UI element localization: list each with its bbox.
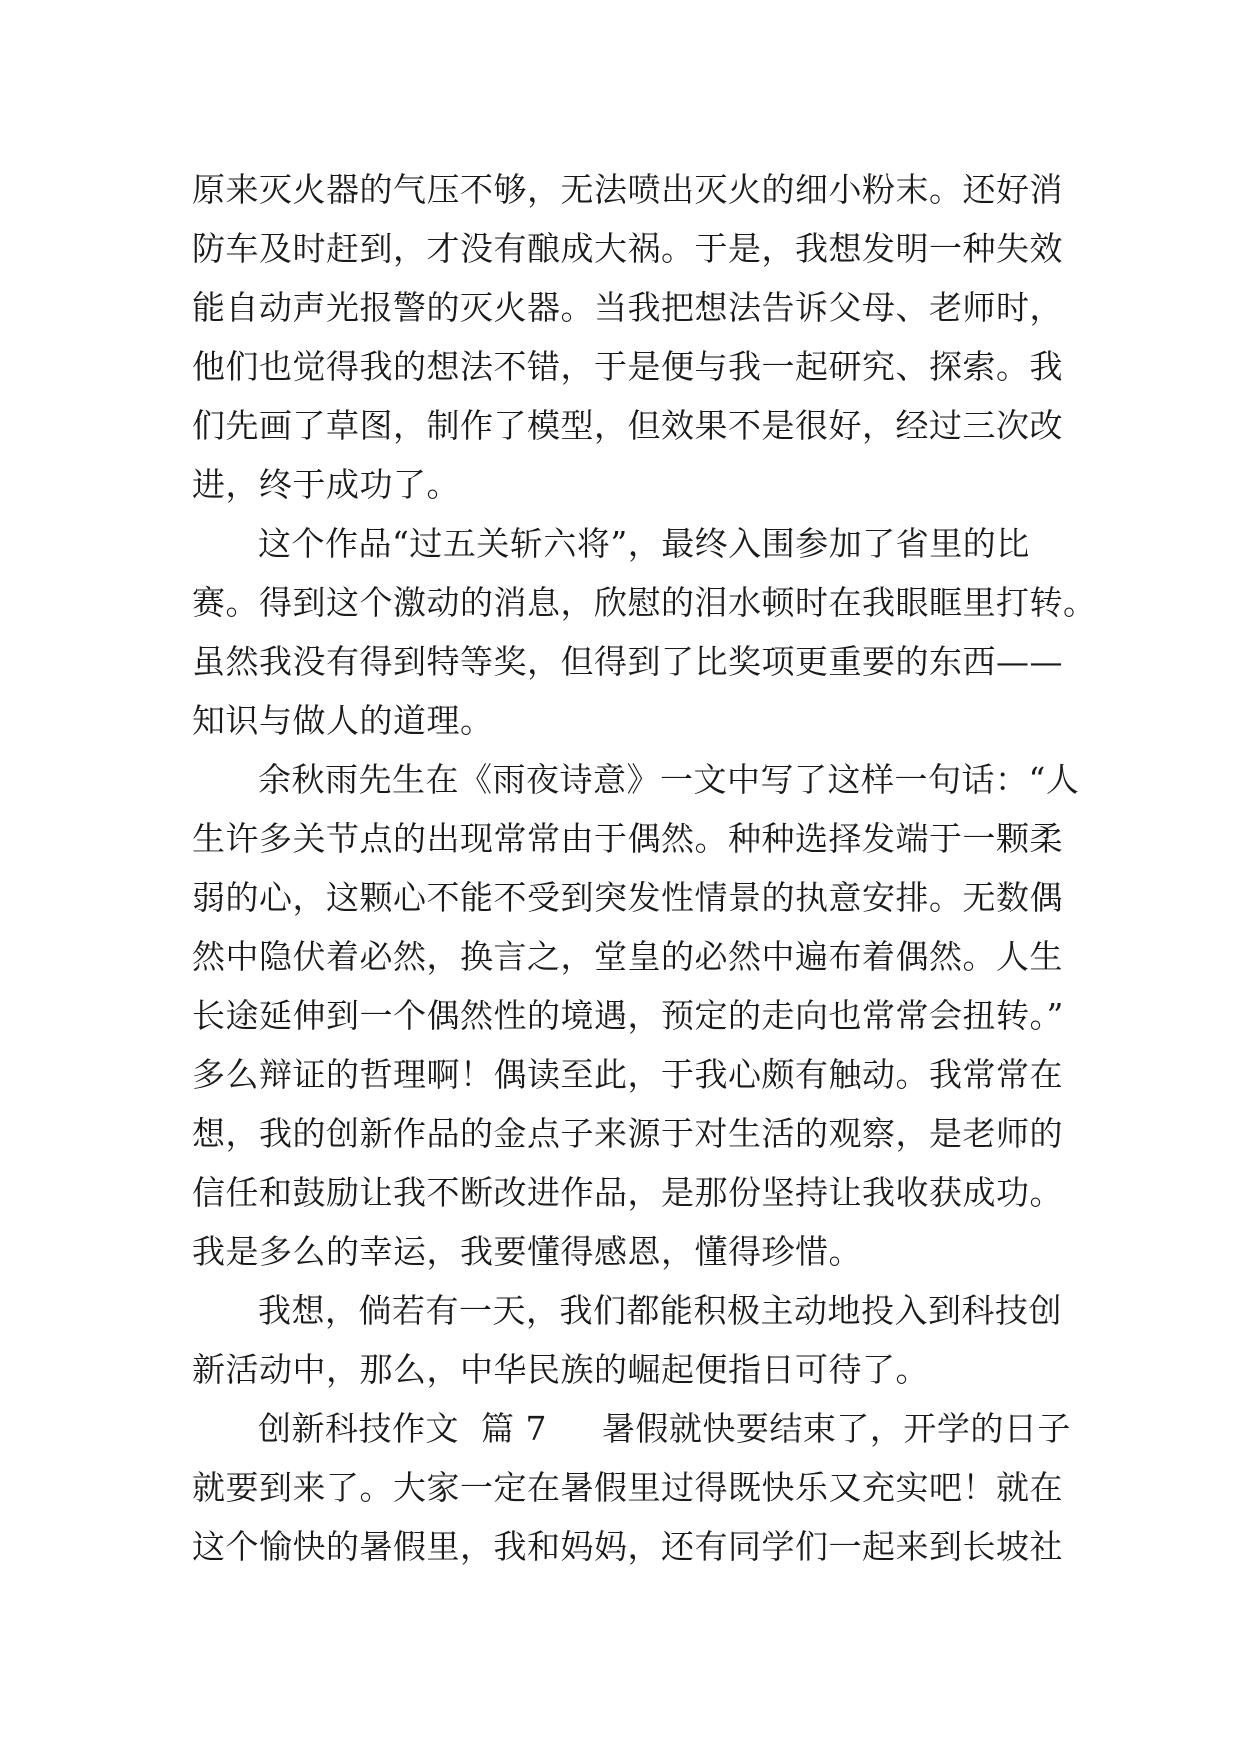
text-line: 长途延伸到一个偶然性的境遇，预定的走向也常常会扭转。” xyxy=(192,996,1064,1035)
text-line: 然中隐伏着必然，换言之，堂皇的必然中遍布着偶然。人生 xyxy=(192,937,1063,976)
text-line: 知识与做人的道理。 xyxy=(192,701,494,740)
text-line: 就要到来了。大家一定在暑假里过得既快乐又充实吧！就在 xyxy=(192,1468,1063,1507)
text-line: 生许多关节点的出现常常由于偶然。种种选择发端于一颗柔 xyxy=(192,819,1063,858)
text-line: 这个愉快的暑假里，我和妈妈，还有同学们一起来到长坡社 xyxy=(192,1527,1063,1566)
text-line: 原来灭火器的气压不够，无法喷出灭火的细小粉末。还好消 xyxy=(192,170,1063,209)
text-line: 弱的心，这颗心不能不受到突发性情景的执意安排。无数偶 xyxy=(192,878,1063,917)
text-line: 信任和鼓励让我不断改进作品，是那份坚持让我收获成功。 xyxy=(192,1173,1063,1212)
paragraph-first-line: 我想，倘若有一天，我们都能积极主动地投入到科技创 xyxy=(258,1291,1062,1330)
text-line: 虽然我没有得到特等奖，但得到了比奖项更重要的东西—— xyxy=(192,642,1063,681)
paragraph-first-line: 余秋雨先生在《雨夜诗意》一文中写了这样一句话：“人 xyxy=(258,760,1080,799)
text-line: 进，终于成功了。 xyxy=(192,465,460,504)
text-line: 新活动中，那么，中华民族的崛起便指日可待了。 xyxy=(192,1350,929,1389)
text-line: 多么辩证的哲理啊！偶读至此，于我心颇有触动。我常常在 xyxy=(192,1055,1063,1094)
document-body xyxy=(192,160,1097,1576)
text-line: 们先画了草图，制作了模型，但效果不是很好，经过三次改 xyxy=(192,406,1063,445)
paragraph-first-line: 这个作品“过五关斩六将”，最终入围参加了省里的比 xyxy=(258,524,1030,563)
section-heading-line: 创新科技作文 篇 7 暑假就快要结束了，开学的日子 xyxy=(258,1409,1071,1448)
text-line: 能自动声光报警的灭火器。当我把想法告诉父母、老师时， xyxy=(192,288,1063,327)
text-line: 他们也觉得我的想法不错，于是便与我一起研究、探索。我 xyxy=(192,347,1063,386)
text-line: 想，我的创新作品的金点子来源于对生活的观察，是老师的 xyxy=(192,1114,1063,1153)
text-line: 防车及时赶到，才没有酿成大祸。于是，我想发明一种失效 xyxy=(192,229,1063,268)
text-line: 赛。得到这个激动的消息，欣慰的泪水顿时在我眼眶里打转。 xyxy=(192,583,1097,622)
text-line: 我是多么的幸运，我要懂得感恩，懂得珍惜。 xyxy=(192,1232,862,1271)
